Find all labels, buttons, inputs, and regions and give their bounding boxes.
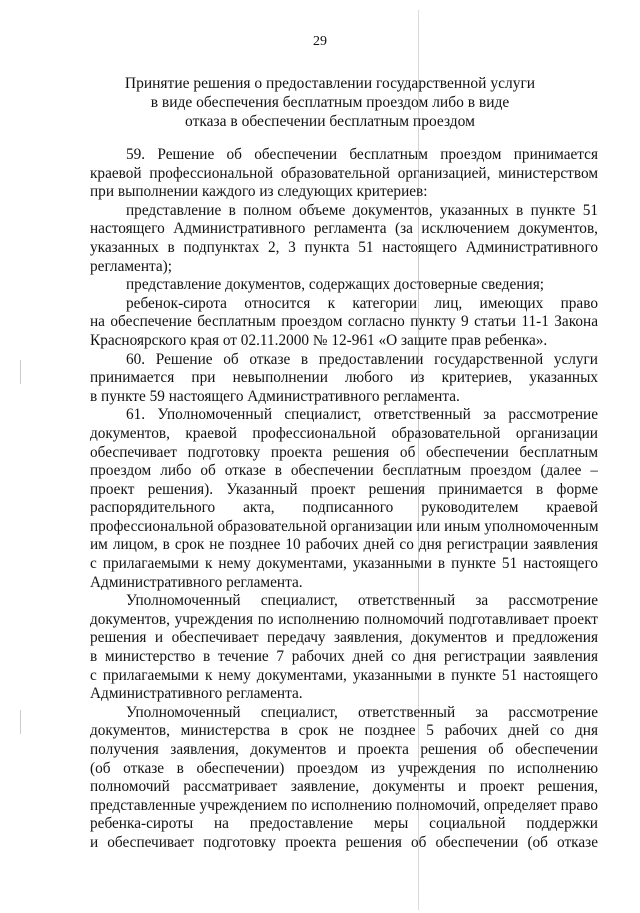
text-line: краевой профессиональной образовательной организацией, министерством xyxy=(90,164,598,182)
text-line: регламента); xyxy=(90,257,173,275)
text-line: представление в полном объеме документов, указанных в пункте 51 xyxy=(126,201,598,219)
text-line: ребенка-сироты на предоставление меры социальной поддержки xyxy=(90,815,598,833)
text-line: Красноярского края от 02.11.2000 № 12-961 «О защите прав ребенка». xyxy=(90,331,548,349)
text-line: на обеспечение бесплатным проездом согласно пункту 9 статьи 11-1 Закона xyxy=(90,313,598,331)
text-line: 59. Решение об обеспечении бесплатным проездом принимается xyxy=(126,146,598,163)
text-line: представление документов, содержащих достоверные сведения; xyxy=(126,276,544,294)
text-line: решения и обеспечивает передачу заявления, документов и предложения xyxy=(90,629,598,647)
text-line: (об отказе в обеспечении) проездом из учреждения по исполнению xyxy=(90,759,598,777)
text-line: обеспечивает подготовку проекта решения об обеспечении бесплатным xyxy=(90,443,598,461)
text-line: указанных в подпунктах 2, 3 пункта 51 настоящего Административного xyxy=(90,238,598,256)
text-line: Административного регламента. xyxy=(90,685,303,703)
text-line: в министерство в течение 7 рабочих дней со дня регистрации заявления xyxy=(90,648,598,666)
text-line: проект решения). Указанный проект решения принимается в форме xyxy=(90,480,598,498)
scan-margin-mark xyxy=(20,710,21,734)
text-line: Уполномоченный специалист, ответственный за рассмотрение xyxy=(126,703,598,721)
text-line: принимается при невыполнении любого из критериев, указанных xyxy=(90,369,598,387)
section-heading xyxy=(120,74,540,131)
text-line: Административного регламента. xyxy=(90,573,303,591)
text-line: 60. Решение об отказе в предоставлении государственной услуги xyxy=(126,350,598,368)
heading-line: Принятие решения о предоставлении государственной услуги xyxy=(124,75,536,92)
text-line: с прилагаемыми к нему документами, указанными в пункте 51 настоящего xyxy=(90,666,598,684)
text-line: настоящего Административного регламента (за исключением документов, xyxy=(90,220,598,238)
text-line: и обеспечивает подготовку проекта решения об обеспечении (об отказе xyxy=(90,833,598,851)
text-line: получения заявления, документов и проекта решения об обеспечении xyxy=(90,741,598,758)
scan-margin-mark xyxy=(20,360,21,384)
text-line: профессиональной образовательной организации или иным уполномоченным xyxy=(90,517,598,535)
text-line: распорядительного акта, подписанного руководителем краевой xyxy=(90,499,598,517)
heading-line: в виде обеспечения бесплатным проездом либо в виде xyxy=(150,94,510,111)
text-line: документов, министерства в срок не позднее 5 рабочих дней со дня xyxy=(90,722,598,740)
page-number: 29 xyxy=(313,34,327,49)
text-line: проездом либо об отказе в обеспечении бесплатным проездом (далее – xyxy=(90,462,598,480)
text-line: ребенок-сирота относится к категории лиц, имеющих право xyxy=(126,294,598,312)
text-line: им лицом, в срок не позднее 10 рабочих дней со дня регистрации заявления xyxy=(90,536,598,554)
text-line: при выполнении каждого из следующих критериев: xyxy=(90,183,428,201)
heading-line: отказа в обеспечении бесплатным проездом xyxy=(185,113,475,130)
text-line: 61. Уполномоченный специалист, ответственный за рассмотрение xyxy=(126,406,598,424)
text-line: документов, краевой профессиональной образовательной организации xyxy=(90,424,598,442)
text-line: документов, учреждения по исполнению полномочий подготавливает проект xyxy=(90,610,598,628)
text-line: в пункте 59 настоящего Административного регламента. xyxy=(90,387,460,405)
text-line: полномочий рассматривает заявление, документы и проект решения, xyxy=(90,778,598,796)
text-line: с прилагаемыми к нему документами, указанными в пункте 51 настоящего xyxy=(90,555,598,573)
text-line: Уполномоченный специалист, ответственный за рассмотрение xyxy=(126,592,598,610)
text-line: представленные учреждением по исполнению полномочий, определяет право xyxy=(90,796,598,814)
body-text xyxy=(90,146,598,853)
